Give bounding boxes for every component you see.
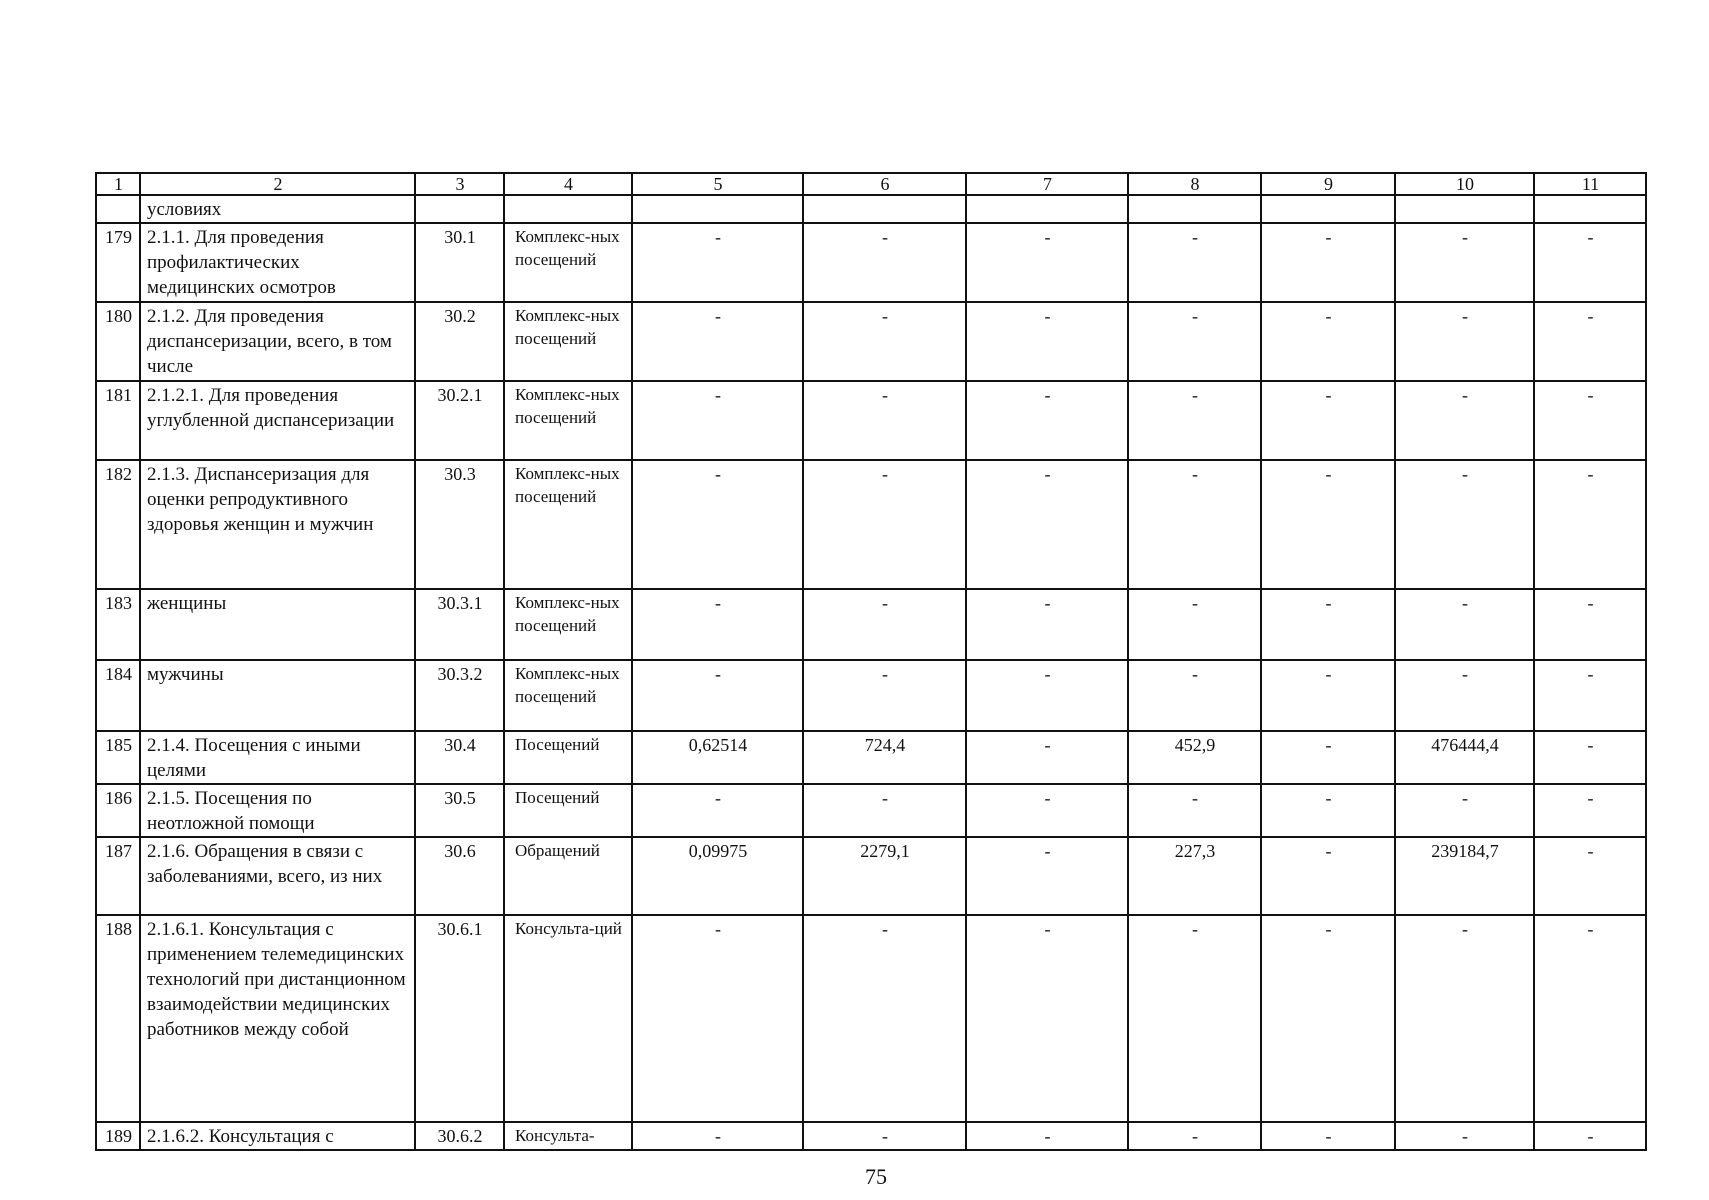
row-number-cell: 181 xyxy=(96,381,140,460)
row-code-cell: 30.3 xyxy=(415,460,504,589)
value-cell: - xyxy=(1534,784,1646,837)
row-name-cell: 2.1.5. Посещения по неотложной помощи xyxy=(140,784,415,837)
row-name-cell: 2.1.1. Для проведения профилактических медицинских осмотров xyxy=(140,223,415,302)
value-cell: - xyxy=(803,381,966,460)
row-name-cell: 2.1.6. Обращения в связи с заболеваниями, всего, из них xyxy=(140,837,415,915)
table-row xyxy=(96,837,1646,915)
row-unit-cell: Комплекс-ных посещений xyxy=(504,223,632,302)
value-cell: 724,4 xyxy=(803,731,966,784)
row-number-cell: 183 xyxy=(96,589,140,660)
row-unit-cell: Комплекс-ных посещений xyxy=(504,660,632,731)
row-unit-cell: Консульта-ций xyxy=(504,915,632,1122)
column-header: 4 xyxy=(504,173,632,195)
row-number-cell: 187 xyxy=(96,837,140,915)
value-cell: - xyxy=(1395,589,1534,660)
table-row xyxy=(96,915,1646,1122)
row-code-cell: 30.6.2 xyxy=(415,1122,504,1150)
table-row xyxy=(96,302,1646,381)
row-unit-cell: Комплекс-ных посещений xyxy=(504,460,632,589)
value-cell xyxy=(966,195,1128,223)
value-cell: - xyxy=(966,1122,1128,1150)
value-cell: - xyxy=(632,915,803,1122)
value-cell: - xyxy=(632,302,803,381)
value-cell: - xyxy=(803,915,966,1122)
value-cell xyxy=(1128,195,1261,223)
value-cell: - xyxy=(1534,589,1646,660)
value-cell: - xyxy=(632,381,803,460)
value-cell: - xyxy=(1395,915,1534,1122)
row-code-cell: 30.3.1 xyxy=(415,589,504,660)
row-number-cell: 180 xyxy=(96,302,140,381)
value-cell: - xyxy=(966,381,1128,460)
value-cell: - xyxy=(1128,589,1261,660)
value-cell: - xyxy=(632,660,803,731)
value-cell: - xyxy=(1534,302,1646,381)
column-header: 2 xyxy=(140,173,415,195)
page-number: 75 xyxy=(865,1164,887,1189)
value-cell: - xyxy=(1395,660,1534,731)
value-cell: - xyxy=(1261,302,1395,381)
column-header: 11 xyxy=(1534,173,1646,195)
row-unit-cell: Комплекс-ных посещений xyxy=(504,302,632,381)
row-unit-cell: Комплекс-ных посещений xyxy=(504,381,632,460)
value-cell: - xyxy=(803,784,966,837)
value-cell: - xyxy=(1395,1122,1534,1150)
value-cell: - xyxy=(1261,460,1395,589)
value-cell: - xyxy=(1261,784,1395,837)
row-name-cell: 2.1.6.1. Консультация с применением телемедицинских технологий при дистанционном взаимодействии медицинских работников между собой xyxy=(140,915,415,1122)
row-name-cell: 2.1.2.1. Для проведения углубленной диспансеризации xyxy=(140,381,415,460)
row-number-cell: 185 xyxy=(96,731,140,784)
value-cell: - xyxy=(803,589,966,660)
value-cell: 239184,7 xyxy=(1395,837,1534,915)
table-row xyxy=(96,784,1646,837)
row-unit-cell: Комплекс-ных посещений xyxy=(504,589,632,660)
value-cell: - xyxy=(803,302,966,381)
value-cell xyxy=(632,195,803,223)
value-cell: 2279,1 xyxy=(803,837,966,915)
value-cell: - xyxy=(1395,784,1534,837)
value-cell: - xyxy=(1261,381,1395,460)
table-row xyxy=(96,381,1646,460)
row-number-cell: 189 xyxy=(96,1122,140,1150)
value-cell: - xyxy=(966,837,1128,915)
row-number-cell: 186 xyxy=(96,784,140,837)
value-cell: - xyxy=(1534,660,1646,731)
value-cell xyxy=(1395,195,1534,223)
value-cell: - xyxy=(966,915,1128,1122)
table-header-row xyxy=(96,173,1646,195)
value-cell: - xyxy=(1128,302,1261,381)
value-cell: - xyxy=(1534,381,1646,460)
value-cell: - xyxy=(966,302,1128,381)
value-cell: 452,9 xyxy=(1128,731,1261,784)
value-cell: - xyxy=(1261,589,1395,660)
row-name-cell: 2.1.6.2. Консультация с xyxy=(140,1122,415,1150)
column-header: 8 xyxy=(1128,173,1261,195)
value-cell: - xyxy=(632,460,803,589)
table-row xyxy=(96,460,1646,589)
column-header: 1 xyxy=(96,173,140,195)
value-cell: - xyxy=(1534,915,1646,1122)
value-cell: - xyxy=(1261,915,1395,1122)
column-header: 5 xyxy=(632,173,803,195)
row-unit-cell: Посещений xyxy=(504,731,632,784)
row-unit-cell xyxy=(504,195,632,223)
value-cell: - xyxy=(966,660,1128,731)
row-name-cell: 2.1.2. Для проведения диспансеризации, всего, в том числе xyxy=(140,302,415,381)
row-number-cell: 184 xyxy=(96,660,140,731)
row-code-cell: 30.2.1 xyxy=(415,381,504,460)
table-row xyxy=(96,195,1646,223)
column-header: 10 xyxy=(1395,173,1534,195)
value-cell: 476444,4 xyxy=(1395,731,1534,784)
value-cell: - xyxy=(1261,223,1395,302)
column-header: 9 xyxy=(1261,173,1395,195)
row-code-cell: 30.6 xyxy=(415,837,504,915)
value-cell: - xyxy=(1261,660,1395,731)
value-cell xyxy=(803,195,966,223)
column-header: 7 xyxy=(966,173,1128,195)
value-cell: - xyxy=(966,223,1128,302)
value-cell: - xyxy=(803,460,966,589)
column-header: 6 xyxy=(803,173,966,195)
row-number-cell: 179 xyxy=(96,223,140,302)
value-cell: - xyxy=(1261,731,1395,784)
value-cell: - xyxy=(632,784,803,837)
row-code-cell: 30.1 xyxy=(415,223,504,302)
row-number-cell: 182 xyxy=(96,460,140,589)
row-code-cell: 30.3.2 xyxy=(415,660,504,731)
value-cell: - xyxy=(1534,460,1646,589)
value-cell: - xyxy=(1395,381,1534,460)
row-code-cell: 30.2 xyxy=(415,302,504,381)
row-unit-cell: Посещений xyxy=(504,784,632,837)
row-code-cell: 30.4 xyxy=(415,731,504,784)
value-cell: - xyxy=(1395,302,1534,381)
row-number-cell xyxy=(96,195,140,223)
value-cell: - xyxy=(966,784,1128,837)
value-cell xyxy=(1534,195,1646,223)
row-unit-cell: Консульта- xyxy=(504,1122,632,1150)
value-cell: - xyxy=(803,223,966,302)
value-cell: - xyxy=(1395,223,1534,302)
table-row xyxy=(96,731,1646,784)
value-cell: - xyxy=(632,1122,803,1150)
value-cell: 227,3 xyxy=(1128,837,1261,915)
value-cell: - xyxy=(1128,1122,1261,1150)
table-row xyxy=(96,589,1646,660)
value-cell xyxy=(1261,195,1395,223)
value-cell: - xyxy=(966,460,1128,589)
value-cell: - xyxy=(1534,731,1646,784)
value-cell: 0,62514 xyxy=(632,731,803,784)
value-cell: - xyxy=(1261,1122,1395,1150)
value-cell: - xyxy=(1534,223,1646,302)
value-cell: - xyxy=(1534,1122,1646,1150)
row-number-cell: 188 xyxy=(96,915,140,1122)
value-cell: - xyxy=(1534,837,1646,915)
row-name-cell: мужчины xyxy=(140,660,415,731)
column-header: 3 xyxy=(415,173,504,195)
value-cell: - xyxy=(1128,460,1261,589)
value-cell: - xyxy=(1128,915,1261,1122)
value-cell: - xyxy=(632,589,803,660)
value-cell: - xyxy=(803,660,966,731)
value-cell: 0,09975 xyxy=(632,837,803,915)
value-cell: - xyxy=(803,1122,966,1150)
row-code-cell: 30.5 xyxy=(415,784,504,837)
value-cell: - xyxy=(966,589,1128,660)
table-row xyxy=(96,223,1646,302)
row-code-cell xyxy=(415,195,504,223)
value-cell: - xyxy=(1128,381,1261,460)
value-cell: - xyxy=(1128,784,1261,837)
row-code-cell: 30.6.1 xyxy=(415,915,504,1122)
row-name-cell: условиях xyxy=(140,195,415,223)
table-row xyxy=(96,1122,1646,1150)
row-name-cell: женщины xyxy=(140,589,415,660)
value-cell: - xyxy=(1261,837,1395,915)
value-cell: - xyxy=(1128,223,1261,302)
data-table xyxy=(95,172,1647,1151)
value-cell: - xyxy=(1128,660,1261,731)
row-name-cell: 2.1.3. Диспансеризация для оценки репродуктивного здоровья женщин и мужчин xyxy=(140,460,415,589)
row-name-cell: 2.1.4. Посещения с иными целями xyxy=(140,731,415,784)
value-cell: - xyxy=(966,731,1128,784)
table-row xyxy=(96,660,1646,731)
value-cell: - xyxy=(1395,460,1534,589)
value-cell: - xyxy=(632,223,803,302)
row-unit-cell: Обращений xyxy=(504,837,632,915)
